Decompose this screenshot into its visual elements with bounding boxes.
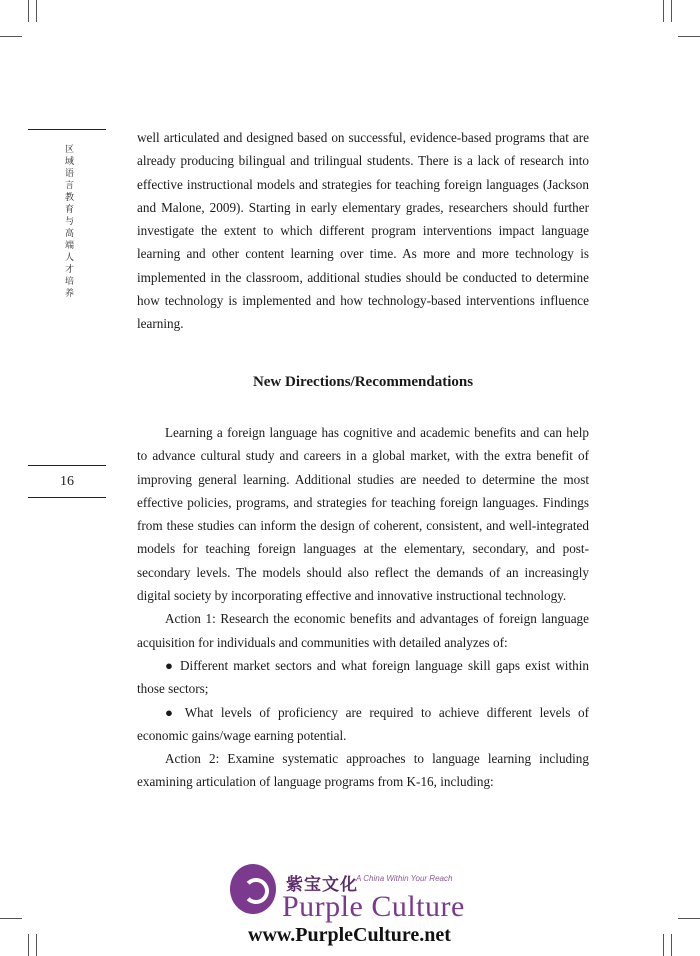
- crop-mark: [663, 0, 664, 22]
- purple-culture-watermark: [228, 860, 488, 950]
- watermark-url: www.PurpleCulture.net: [248, 924, 451, 946]
- crop-mark: [678, 918, 700, 919]
- action-1: Action 1: Research the economic benefits and advantages of foreign language acquisition for individuals and communities with detailed analyzes of:: [137, 611, 589, 650]
- recommendations-body: [137, 421, 589, 794]
- page-number: 16: [60, 474, 74, 489]
- crop-mark: [28, 0, 29, 22]
- watermark-tagline: A China Within Your Reach: [356, 874, 453, 883]
- crop-mark: [0, 918, 22, 919]
- watermark-chinese-name: 紫宝文化: [286, 875, 358, 895]
- page-number-rule-top: [28, 465, 106, 466]
- crop-mark: [663, 934, 664, 956]
- side-rule-top: [28, 129, 106, 130]
- watermark-brand: Purple Culture: [282, 890, 465, 923]
- running-title: 区域语言教育与高端人才培养: [63, 144, 73, 300]
- crop-mark: [0, 36, 22, 37]
- crop-mark: [671, 934, 672, 956]
- crop-mark: [28, 934, 29, 956]
- bullet-item: ● What levels of proficiency are required to achieve different levels of economic gains/wage earning potential.: [137, 704, 589, 743]
- crop-mark: [36, 0, 37, 22]
- continued-paragraph: [137, 126, 589, 336]
- crop-mark: [671, 0, 672, 22]
- bullet-item: ● Different market sectors and what foreign language skill gaps exist within those sectors;: [137, 657, 589, 697]
- crop-mark: [678, 36, 700, 37]
- crop-mark: [36, 934, 37, 956]
- paragraph: well articulated and designed based on successful, evidence-based programs that are already producing bilingual and trilingual students. There is a lack of research into effective instructional models and strategies for teaching foreign languages (Jackson and Malone, 2009). Starting in early elementary grades, researchers should further investigate the extent to which different program interventions impact language learning and other content learning over time. As more and more technology is implemented in the classroom, additional studies should be conducted to determine how technology is implemented and how technology-based interventions influence learning.: [137, 130, 589, 332]
- swirl-logo-icon: [230, 864, 276, 914]
- page-number-rule-bottom: [28, 497, 106, 498]
- action-2: Action 2: Examine systematic approaches to language learning including examining articulation of language programs from K-16, including:: [137, 751, 589, 790]
- section-heading: New Directions/Recommendations: [252, 374, 474, 390]
- paragraph: Learning a foreign language has cognitive and academic benefits and can help to advance cultural study and careers in a global market, with the extra benefit of improving general learning. Additional studies are needed to determine the most effective policies, programs, and strategies for teaching foreign languages. Findings from these studies can inform the design of coherent, consistent, and well-integrated models for teaching foreign languages at the elementary, secondary, and post-secondary levels. The models should also reflect the demands of an increasingly digital society by incorporating effective and innovative instructional technology.: [137, 425, 589, 604]
